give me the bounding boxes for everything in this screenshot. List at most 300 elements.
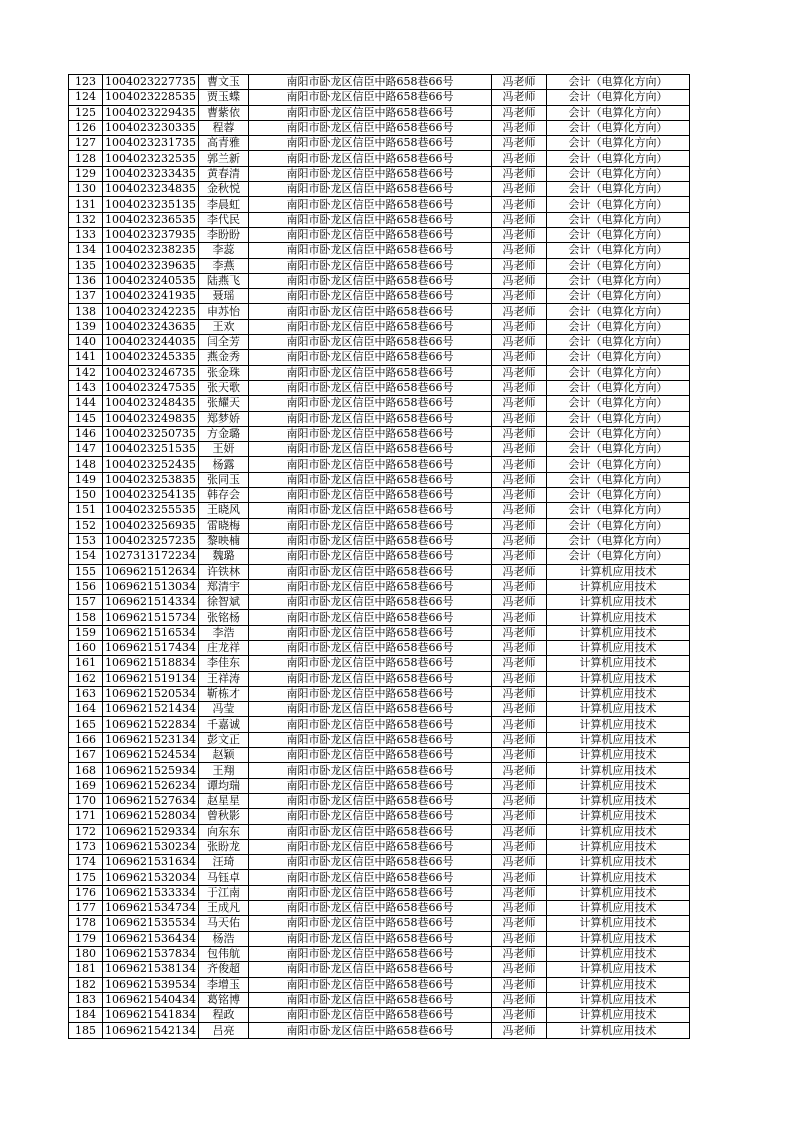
student-name-cell: 谭均瑞 [199,778,249,793]
table-row [69,426,690,441]
major-cell: 会计（电算化方向） [547,304,690,319]
student-id-cell: 1069621522834 [103,717,199,732]
teacher-cell: 冯老师 [492,824,547,839]
major-cell: 计算机应用技术 [547,671,690,686]
address-cell: 南阳市卧龙区信臣中路658巷66号 [249,350,492,365]
student-name-cell: 齐俊超 [199,962,249,977]
address-cell: 南阳市卧龙区信臣中路658巷66号 [249,686,492,701]
student-id-cell: 1069621532034 [103,870,199,885]
table-row [69,365,690,380]
student-id-cell: 1069621542134 [103,1023,199,1038]
major-cell: 会计（电算化方向） [547,120,690,135]
table-row [69,763,690,778]
teacher-cell: 冯老师 [492,732,547,747]
row-number-cell: 136 [69,273,103,288]
teacher-cell: 冯老师 [492,533,547,548]
address-cell: 南阳市卧龙区信臣中路658巷66号 [249,946,492,961]
table-row [69,380,690,395]
address-cell: 南阳市卧龙区信臣中路658巷66号 [249,243,492,258]
address-cell: 南阳市卧龙区信臣中路658巷66号 [249,166,492,181]
address-cell: 南阳市卧龙区信臣中路658巷66号 [249,151,492,166]
teacher-cell: 冯老师 [492,640,547,655]
major-cell: 会计（电算化方向） [547,442,690,457]
student-id-cell: 1069621528034 [103,809,199,824]
table-row [69,809,690,824]
row-number-cell: 130 [69,182,103,197]
row-number-cell: 123 [69,75,103,90]
student-id-cell: 1069621539534 [103,977,199,992]
row-number-cell: 143 [69,380,103,395]
teacher-cell: 冯老师 [492,136,547,151]
student-name-cell: 马天佑 [199,916,249,931]
major-cell: 计算机应用技术 [547,732,690,747]
teacher-cell: 冯老师 [492,227,547,242]
student-id-cell: 1004023235135 [103,197,199,212]
student-id-cell: 1004023238235 [103,243,199,258]
address-cell: 南阳市卧龙区信臣中路658巷66号 [249,136,492,151]
student-id-cell: 1004023257235 [103,533,199,548]
student-id-cell: 1069621537834 [103,946,199,961]
table-row [69,472,690,487]
table-row [69,319,690,334]
student-id-cell: 1069621538134 [103,962,199,977]
address-cell: 南阳市卧龙区信臣中路658巷66号 [249,75,492,90]
teacher-cell: 冯老师 [492,549,547,564]
major-cell: 计算机应用技术 [547,870,690,885]
major-cell: 计算机应用技术 [547,640,690,655]
student-name-cell: 聂瑶 [199,289,249,304]
address-cell: 南阳市卧龙区信臣中路658巷66号 [249,625,492,640]
teacher-cell: 冯老师 [492,166,547,181]
student-name-cell: 向东东 [199,824,249,839]
row-number-cell: 183 [69,992,103,1007]
major-cell: 会计（电算化方向） [547,227,690,242]
address-cell: 南阳市卧龙区信臣中路658巷66号 [249,380,492,395]
student-name-cell: 燕金秀 [199,350,249,365]
teacher-cell: 冯老师 [492,946,547,961]
row-number-cell: 150 [69,488,103,503]
table-row [69,702,690,717]
row-number-cell: 173 [69,839,103,854]
table-row [69,533,690,548]
major-cell: 会计（电算化方向） [547,319,690,334]
table-row [69,335,690,350]
student-id-cell: 1069621517434 [103,640,199,655]
teacher-cell: 冯老师 [492,90,547,105]
address-cell: 南阳市卧龙区信臣中路658巷66号 [249,717,492,732]
teacher-cell: 冯老师 [492,273,547,288]
teacher-cell: 冯老师 [492,426,547,441]
address-cell: 南阳市卧龙区信臣中路658巷66号 [249,426,492,441]
student-name-cell: 王欢 [199,319,249,334]
address-cell: 南阳市卧龙区信臣中路658巷66号 [249,579,492,594]
table-row [69,855,690,870]
teacher-cell: 冯老师 [492,212,547,227]
student-name-cell: 张同玉 [199,472,249,487]
student-name-cell: 陆燕飞 [199,273,249,288]
table-row [69,182,690,197]
student-name-cell: 郑梦娇 [199,411,249,426]
row-number-cell: 179 [69,931,103,946]
major-cell: 会计（电算化方向） [547,243,690,258]
teacher-cell: 冯老师 [492,380,547,395]
row-number-cell: 175 [69,870,103,885]
student-id-cell: 1004023231735 [103,136,199,151]
student-id-cell: 1004023246735 [103,365,199,380]
table-row [69,289,690,304]
student-id-cell: 1069621535534 [103,916,199,931]
student-name-cell: 李代民 [199,212,249,227]
student-id-cell: 1069621521434 [103,702,199,717]
table-row [69,732,690,747]
table-row [69,870,690,885]
row-number-cell: 127 [69,136,103,151]
teacher-cell: 冯老师 [492,793,547,808]
table-row [69,1008,690,1023]
student-name-cell: 吕亮 [199,1023,249,1038]
table-row [69,227,690,242]
student-name-cell: 王祥涛 [199,671,249,686]
major-cell: 会计（电算化方向） [547,472,690,487]
row-number-cell: 153 [69,533,103,548]
teacher-cell: 冯老师 [492,977,547,992]
student-id-cell: 1004023240535 [103,273,199,288]
major-cell: 计算机应用技术 [547,763,690,778]
student-name-cell: 程蓉 [199,120,249,135]
major-cell: 会计（电算化方向） [547,75,690,90]
student-id-cell: 1069621519134 [103,671,199,686]
student-id-cell: 1069621512634 [103,564,199,579]
major-cell: 计算机应用技术 [547,992,690,1007]
row-number-cell: 165 [69,717,103,732]
student-id-cell: 1069621530234 [103,839,199,854]
address-cell: 南阳市卧龙区信臣中路658巷66号 [249,962,492,977]
student-id-cell: 1004023233435 [103,166,199,181]
major-cell: 计算机应用技术 [547,595,690,610]
student-id-cell: 1069621533334 [103,885,199,900]
student-id-cell: 1004023254135 [103,488,199,503]
major-cell: 计算机应用技术 [547,610,690,625]
student-name-cell: 赵星星 [199,793,249,808]
teacher-cell: 冯老师 [492,304,547,319]
teacher-cell: 冯老师 [492,763,547,778]
teacher-cell: 冯老师 [492,656,547,671]
student-name-cell: 曹紫依 [199,105,249,120]
address-cell: 南阳市卧龙区信臣中路658巷66号 [249,335,492,350]
table-row [69,166,690,181]
address-cell: 南阳市卧龙区信臣中路658巷66号 [249,1008,492,1023]
teacher-cell: 冯老师 [492,105,547,120]
table-row [69,518,690,533]
table-row [69,197,690,212]
major-cell: 计算机应用技术 [547,686,690,701]
table-row [69,90,690,105]
table-row [69,503,690,518]
student-name-cell: 金秋悦 [199,182,249,197]
student-id-cell: 1069621520534 [103,686,199,701]
row-number-cell: 158 [69,610,103,625]
row-number-cell: 160 [69,640,103,655]
student-id-cell: 1069621525934 [103,763,199,778]
major-cell: 计算机应用技术 [547,885,690,900]
row-number-cell: 134 [69,243,103,258]
teacher-cell: 冯老师 [492,885,547,900]
address-cell: 南阳市卧龙区信臣中路658巷66号 [249,931,492,946]
row-number-cell: 131 [69,197,103,212]
student-id-cell: 1004023230335 [103,120,199,135]
table-row [69,258,690,273]
student-roster-table [68,74,690,1039]
address-cell: 南阳市卧龙区信臣中路658巷66号 [249,870,492,885]
student-name-cell: 李增玉 [199,977,249,992]
address-cell: 南阳市卧龙区信臣中路658巷66号 [249,457,492,472]
address-cell: 南阳市卧龙区信臣中路658巷66号 [249,732,492,747]
major-cell: 会计（电算化方向） [547,426,690,441]
table-row [69,120,690,135]
student-id-cell: 1027313172234 [103,549,199,564]
row-number-cell: 144 [69,396,103,411]
student-name-cell: 靳栋才 [199,686,249,701]
major-cell: 计算机应用技术 [547,962,690,977]
table-row [69,977,690,992]
table-row [69,671,690,686]
major-cell: 会计（电算化方向） [547,411,690,426]
student-name-cell: 王成凡 [199,901,249,916]
student-name-cell: 李蕊 [199,243,249,258]
address-cell: 南阳市卧龙区信臣中路658巷66号 [249,197,492,212]
student-id-cell: 1069621529334 [103,824,199,839]
address-cell: 南阳市卧龙区信臣中路658巷66号 [249,702,492,717]
row-number-cell: 139 [69,319,103,334]
student-name-cell: 闫全芳 [199,335,249,350]
row-number-cell: 155 [69,564,103,579]
table-row [69,212,690,227]
address-cell: 南阳市卧龙区信臣中路658巷66号 [249,533,492,548]
row-number-cell: 176 [69,885,103,900]
major-cell: 会计（电算化方向） [547,136,690,151]
table-row [69,304,690,319]
student-id-cell: 1069621518834 [103,656,199,671]
major-cell: 会计（电算化方向） [547,457,690,472]
student-id-cell: 1069621527634 [103,793,199,808]
teacher-cell: 冯老师 [492,595,547,610]
table-row [69,992,690,1007]
student-name-cell: 黄春清 [199,166,249,181]
major-cell: 计算机应用技术 [547,1023,690,1038]
student-id-cell: 1004023229435 [103,105,199,120]
major-cell: 计算机应用技术 [547,702,690,717]
row-number-cell: 147 [69,442,103,457]
major-cell: 会计（电算化方向） [547,488,690,503]
student-id-cell: 1004023248435 [103,396,199,411]
table-row [69,748,690,763]
major-cell: 计算机应用技术 [547,793,690,808]
teacher-cell: 冯老师 [492,319,547,334]
address-cell: 南阳市卧龙区信臣中路658巷66号 [249,182,492,197]
major-cell: 会计（电算化方向） [547,503,690,518]
address-cell: 南阳市卧龙区信臣中路658巷66号 [249,442,492,457]
address-cell: 南阳市卧龙区信臣中路658巷66号 [249,503,492,518]
address-cell: 南阳市卧龙区信臣中路658巷66号 [249,120,492,135]
student-id-cell: 1004023250735 [103,426,199,441]
teacher-cell: 冯老师 [492,365,547,380]
row-number-cell: 161 [69,656,103,671]
row-number-cell: 146 [69,426,103,441]
address-cell: 南阳市卧龙区信臣中路658巷66号 [249,763,492,778]
row-number-cell: 185 [69,1023,103,1038]
teacher-cell: 冯老师 [492,671,547,686]
row-number-cell: 137 [69,289,103,304]
major-cell: 计算机应用技术 [547,778,690,793]
student-name-cell: 王翔 [199,763,249,778]
student-name-cell: 徐智斌 [199,595,249,610]
student-id-cell: 1004023239635 [103,258,199,273]
table-row [69,136,690,151]
row-number-cell: 138 [69,304,103,319]
major-cell: 会计（电算化方向） [547,289,690,304]
address-cell: 南阳市卧龙区信臣中路658巷66号 [249,855,492,870]
address-cell: 南阳市卧龙区信臣中路658巷66号 [249,1023,492,1038]
table-row [69,778,690,793]
row-number-cell: 163 [69,686,103,701]
row-number-cell: 162 [69,671,103,686]
address-cell: 南阳市卧龙区信臣中路658巷66号 [249,793,492,808]
teacher-cell: 冯老师 [492,151,547,166]
address-cell: 南阳市卧龙区信臣中路658巷66号 [249,992,492,1007]
row-number-cell: 180 [69,946,103,961]
row-number-cell: 126 [69,120,103,135]
table-row [69,442,690,457]
major-cell: 计算机应用技术 [547,748,690,763]
teacher-cell: 冯老师 [492,75,547,90]
teacher-cell: 冯老师 [492,243,547,258]
teacher-cell: 冯老师 [492,610,547,625]
teacher-cell: 冯老师 [492,411,547,426]
student-id-cell: 1069621536434 [103,931,199,946]
table-row [69,105,690,120]
student-name-cell: 魏璐 [199,549,249,564]
major-cell: 计算机应用技术 [547,839,690,854]
teacher-cell: 冯老师 [492,488,547,503]
teacher-cell: 冯老师 [492,870,547,885]
teacher-cell: 冯老师 [492,839,547,854]
row-number-cell: 184 [69,1008,103,1023]
row-number-cell: 140 [69,335,103,350]
student-name-cell: 黎映楠 [199,533,249,548]
student-id-cell: 1004023243635 [103,319,199,334]
major-cell: 计算机应用技术 [547,809,690,824]
student-id-cell: 1004023256935 [103,518,199,533]
row-number-cell: 171 [69,809,103,824]
student-name-cell: 王晓风 [199,503,249,518]
row-number-cell: 128 [69,151,103,166]
student-id-cell: 1004023247535 [103,380,199,395]
major-cell: 会计（电算化方向） [547,212,690,227]
table-row [69,243,690,258]
address-cell: 南阳市卧龙区信臣中路658巷66号 [249,549,492,564]
teacher-cell: 冯老师 [492,748,547,763]
address-cell: 南阳市卧龙区信臣中路658巷66号 [249,518,492,533]
table-row [69,75,690,90]
row-number-cell: 156 [69,579,103,594]
table-row [69,686,690,701]
address-cell: 南阳市卧龙区信臣中路658巷66号 [249,656,492,671]
student-name-cell: 马钰卓 [199,870,249,885]
major-cell: 计算机应用技术 [547,931,690,946]
table-row [69,640,690,655]
table-row [69,151,690,166]
student-name-cell: 张铭杨 [199,610,249,625]
address-cell: 南阳市卧龙区信臣中路658巷66号 [249,885,492,900]
table-body [69,75,690,1039]
table-row [69,350,690,365]
student-name-cell: 申苏怡 [199,304,249,319]
row-number-cell: 151 [69,503,103,518]
major-cell: 计算机应用技术 [547,717,690,732]
row-number-cell: 154 [69,549,103,564]
student-id-cell: 1069621531634 [103,855,199,870]
table-row [69,962,690,977]
teacher-cell: 冯老师 [492,335,547,350]
teacher-cell: 冯老师 [492,396,547,411]
address-cell: 南阳市卧龙区信臣中路658巷66号 [249,916,492,931]
student-id-cell: 1004023252435 [103,457,199,472]
row-number-cell: 142 [69,365,103,380]
table-row [69,273,690,288]
student-id-cell: 1004023245335 [103,350,199,365]
major-cell: 计算机应用技术 [547,946,690,961]
teacher-cell: 冯老师 [492,901,547,916]
student-id-cell: 1004023234835 [103,182,199,197]
teacher-cell: 冯老师 [492,289,547,304]
address-cell: 南阳市卧龙区信臣中路658巷66号 [249,212,492,227]
table-row [69,824,690,839]
teacher-cell: 冯老师 [492,855,547,870]
student-id-cell: 1004023241935 [103,289,199,304]
row-number-cell: 159 [69,625,103,640]
row-number-cell: 145 [69,411,103,426]
student-name-cell: 葛铭博 [199,992,249,1007]
address-cell: 南阳市卧龙区信臣中路658巷66号 [249,809,492,824]
address-cell: 南阳市卧龙区信臣中路658巷66号 [249,488,492,503]
teacher-cell: 冯老师 [492,992,547,1007]
student-id-cell: 1069621534734 [103,901,199,916]
student-name-cell: 曹文玉 [199,75,249,90]
student-name-cell: 彭文正 [199,732,249,747]
address-cell: 南阳市卧龙区信臣中路658巷66号 [249,227,492,242]
teacher-cell: 冯老师 [492,350,547,365]
student-name-cell: 高青雅 [199,136,249,151]
table-row [69,610,690,625]
student-id-cell: 1004023253835 [103,472,199,487]
teacher-cell: 冯老师 [492,1023,547,1038]
major-cell: 计算机应用技术 [547,656,690,671]
row-number-cell: 124 [69,90,103,105]
address-cell: 南阳市卧龙区信臣中路658巷66号 [249,472,492,487]
table-row [69,396,690,411]
teacher-cell: 冯老师 [492,579,547,594]
row-number-cell: 182 [69,977,103,992]
table-row [69,916,690,931]
student-id-cell: 1069621515734 [103,610,199,625]
student-name-cell: 王妍 [199,442,249,457]
student-id-cell: 1004023232535 [103,151,199,166]
teacher-cell: 冯老师 [492,717,547,732]
student-id-cell: 1069621541834 [103,1008,199,1023]
student-name-cell: 李佳东 [199,656,249,671]
teacher-cell: 冯老师 [492,457,547,472]
address-cell: 南阳市卧龙区信臣中路658巷66号 [249,748,492,763]
